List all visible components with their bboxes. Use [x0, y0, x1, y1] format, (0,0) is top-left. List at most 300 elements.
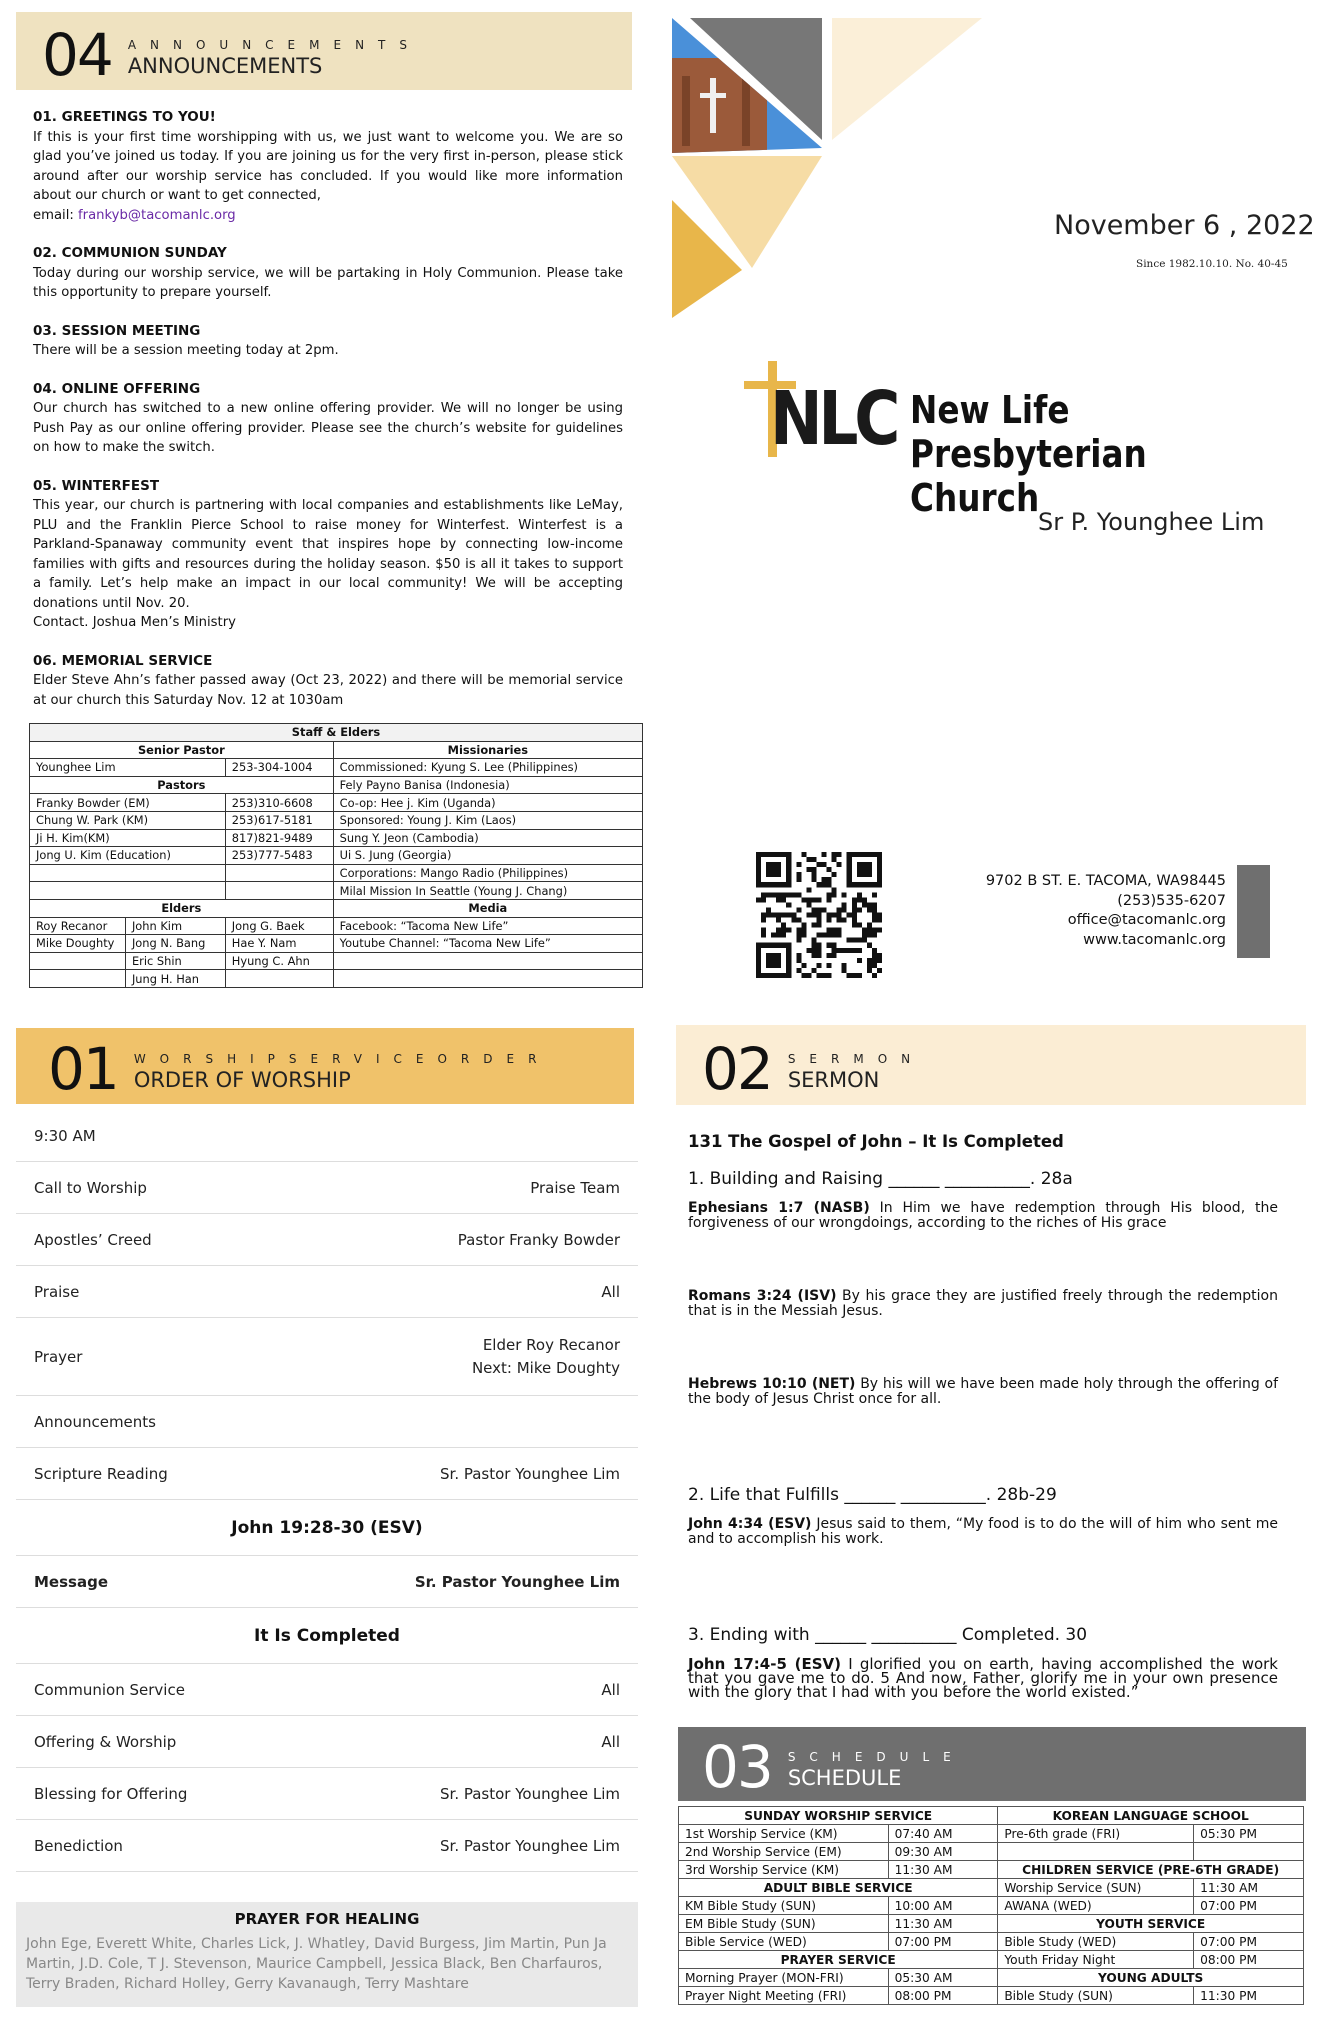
pastor-name: Jong U. Kim (Education) [30, 847, 226, 865]
schedule-row [679, 1879, 1304, 1897]
worship-leader: Sr. Pastor Younghee Lim [440, 1784, 620, 1803]
section-number: 01 [48, 1035, 118, 1103]
qr-module [816, 923, 821, 928]
qr-module [816, 933, 821, 938]
section-number: 04 [42, 21, 112, 89]
pastor-phone: 253)777-5483 [225, 847, 333, 865]
qr-module [822, 882, 827, 887]
worship-row [16, 1162, 638, 1214]
qr-module [827, 963, 832, 968]
schedule-event: Pre-6th grade (FRI) [998, 1825, 1194, 1843]
qr-module [806, 897, 811, 902]
schedule-time: 07:00 PM [1194, 1933, 1304, 1951]
qr-module [761, 892, 766, 897]
schedule-row [679, 1861, 1304, 1879]
qr-module [776, 892, 781, 897]
qr-module [781, 933, 786, 938]
qr-module [857, 897, 862, 902]
missionaries-heading: Missionaries [333, 741, 642, 759]
qr-module [801, 973, 806, 978]
worship-item: Benediction [34, 1836, 123, 1855]
qr-module [756, 897, 761, 902]
qr-module [801, 852, 806, 857]
address: 9702 B ST. E. TACOMA, WA98445 [985, 873, 1226, 889]
senior-pastor-title: Sr P. Younghee Lim [1038, 508, 1265, 536]
schedule-time: 10:00 AM [888, 1897, 998, 1915]
schedule-event [998, 1843, 1194, 1861]
schedule-heading: SUNDAY WORSHIP SERVICE [679, 1807, 998, 1825]
qr-module [791, 892, 796, 897]
pastors-heading: Pastors [30, 776, 334, 794]
qr-module [761, 933, 766, 938]
qr-module [827, 918, 832, 923]
qr-module [761, 912, 766, 917]
qr-module [827, 877, 832, 882]
announcements-header [42, 21, 421, 89]
qr-module [842, 918, 847, 923]
schedule-row [679, 1933, 1304, 1951]
schedule-event: 1st Worship Service (KM) [679, 1825, 889, 1843]
qr-finder-center [857, 862, 872, 877]
qr-module [811, 877, 816, 882]
qr-code[interactable] [756, 852, 882, 978]
announcement-body: Our church has switched to a new online offering provider. We will no longer be using Push Pay as our online offering provider. Please see the church’s website for guidelines on how to make the switch. [33, 401, 623, 455]
qr-module [832, 872, 837, 877]
qr-module [806, 902, 811, 907]
qr-module [872, 928, 877, 933]
empty-cell [30, 882, 226, 900]
schedule-row [679, 1915, 1304, 1933]
section-spaced-title: WORSHIPSERVICEORDER [133, 1052, 551, 1066]
empty-cell [225, 882, 333, 900]
schedule-rows [679, 1807, 1304, 2005]
qr-module [816, 948, 821, 953]
qr-module [827, 892, 832, 897]
qr-module [877, 958, 882, 963]
qr-module [796, 933, 801, 938]
qr-module [877, 928, 882, 933]
qr-module [832, 948, 837, 953]
sermon-point: 3. Ending with ______ __________ Completed. 30 [688, 1625, 1088, 1645]
qr-module [801, 933, 806, 938]
qr-module [842, 948, 847, 953]
qr-module [847, 938, 852, 943]
pastor-phone: 253)617-5181 [225, 811, 333, 829]
announcement-title: 05. WINTERFEST [33, 477, 160, 494]
church-name-line1: New Life [910, 388, 1070, 432]
verse-text: By his grace they are justified freely through the redemption that is in the Messiah Jesus. [688, 1288, 1278, 1319]
qr-module [872, 948, 877, 953]
qr-module [827, 897, 832, 902]
missionary: Milal Mission In Seattle (Young J. Chang) [333, 882, 642, 900]
qr-module [822, 973, 827, 978]
empty-cell [30, 864, 226, 882]
qr-module [852, 912, 857, 917]
schedule-event: Bible Study (WED) [998, 1933, 1194, 1951]
schedule-row [679, 1807, 1304, 1825]
missionary: Ui S. Jung (Georgia) [333, 847, 642, 865]
qr-module [852, 918, 857, 923]
section-number: 02 [702, 1035, 772, 1103]
qr-module [862, 938, 867, 943]
elder-name: Jung H. Han [125, 970, 225, 988]
schedule-time: 11:30 PM [1194, 1987, 1304, 2005]
qr-module [872, 953, 877, 958]
website[interactable]: www.tacomanlc.org [1083, 931, 1226, 948]
schedule-event: Worship Service (SUN) [998, 1879, 1194, 1897]
announcement-body: If this is your first time worshipping with us, we just want to welcome you. We are so glad you’ve joined us today. If you are joining us for the very first in-person, please stick around after our worship service has concluded. If you would like more information about our church or want to get connected, [33, 129, 623, 203]
contact-info [900, 872, 1226, 950]
announcements-list [33, 108, 623, 729]
media-heading: Media [333, 899, 642, 917]
elders-heading: Elders [30, 899, 334, 917]
announcement-body: Today during our worship service, we will be partaking in Holy Communion. Please take this opportunity to prepare yourself. [33, 265, 623, 300]
qr-module [811, 948, 816, 953]
qr-module [816, 953, 821, 958]
qr-module [811, 872, 816, 877]
announcement-title: 06. MEMORIAL SERVICE [33, 652, 213, 669]
verse-reference: Hebrews 10:10 (NET) [688, 1376, 856, 1392]
qr-module [822, 877, 827, 882]
prayer-for-healing [16, 1902, 638, 2007]
pastor-name: Chung W. Park (KM) [30, 811, 226, 829]
qr-module [827, 943, 832, 948]
schedule-time: 05:30 AM [888, 1969, 998, 1987]
qr-module [806, 867, 811, 872]
qr-module [781, 923, 786, 928]
qr-module [867, 907, 872, 912]
elder-name: John Kim [125, 917, 225, 935]
qr-module [776, 897, 781, 902]
section-title: ANNOUNCEMENTS [127, 54, 323, 78]
schedule-time: 08:00 PM [888, 1987, 998, 2005]
pastor-name: Franky Bowder (EM) [30, 794, 226, 812]
worship-leader: All [601, 1282, 620, 1301]
qr-module [771, 912, 776, 917]
qr-module [857, 938, 862, 943]
qr-module [832, 892, 837, 897]
schedule-table [678, 1806, 1304, 2005]
gray-accent-bar [1237, 865, 1270, 958]
qr-module [827, 933, 832, 938]
qr-module [852, 948, 857, 953]
schedule-time: 09:30 AM [888, 1843, 998, 1861]
worship-row-message [16, 1556, 638, 1608]
qr-module [832, 943, 837, 948]
worship-header [48, 1035, 551, 1103]
qr-module [811, 968, 816, 973]
worship-item: Communion Service [34, 1680, 185, 1699]
qr-module [791, 912, 796, 917]
church-logo [740, 355, 900, 465]
qr-module [862, 897, 867, 902]
church-name-line2: Presbyterian Church [910, 432, 1147, 520]
worship-row [16, 1820, 638, 1872]
qr-module [837, 918, 842, 923]
section-spaced-title: SCHEDULE [787, 1750, 965, 1764]
section-spaced-title: SERMON [787, 1052, 925, 1066]
qr-module [811, 912, 816, 917]
qr-module [852, 897, 857, 902]
verse-text: In Him we have redemption through His blood, the forgiveness of our wrongdoings, according to the riches of His grace [688, 1200, 1278, 1231]
pastor-phone: 253)310-6608 [225, 794, 333, 812]
qr-module [832, 953, 837, 958]
qr-module [766, 907, 771, 912]
qr-finder-center [766, 953, 781, 968]
qr-module [806, 948, 811, 953]
qr-module [766, 892, 771, 897]
senior-pastor-phone: 253-304-1004 [225, 759, 333, 777]
worship-leader: Pastor Franky Bowder [457, 1230, 620, 1249]
announcement-body: Elder Steve Ahn’s father passed away (Oct 23, 2022) and there will be memorial service at our church this Saturday Nov. 12 at 1030am [33, 673, 623, 708]
verse-reference: John 4:34 (ESV) [688, 1516, 812, 1532]
qr-module [842, 902, 847, 907]
missionary: Sponsored: Young J. Kim (Laos) [333, 811, 642, 829]
qr-module [867, 928, 872, 933]
staff-title: Staff & Elders [30, 724, 643, 742]
qr-module [862, 933, 867, 938]
schedule-heading: CHILDREN SERVICE (PRE-6TH GRADE) [998, 1861, 1304, 1879]
qr-module [796, 872, 801, 877]
worship-item: Blessing for Offering [34, 1784, 188, 1803]
qr-module [867, 963, 872, 968]
qr-module [837, 912, 842, 917]
qr-module [832, 928, 837, 933]
qr-module [811, 953, 816, 958]
scripture-passage: John 19:28-30 (ESV) [16, 1500, 638, 1556]
message-title: It Is Completed [16, 1608, 638, 1664]
qr-module [811, 857, 816, 862]
worship-row-prayer [16, 1318, 638, 1396]
worship-item: Offering & Worship [34, 1732, 177, 1751]
bible-verse [688, 1289, 1278, 1319]
section-title: ORDER OF WORSHIP [133, 1068, 351, 1092]
verse-text: Jesus said to them, “My food is to do the will of him who sent me and to accomplish his work. [688, 1516, 1279, 1547]
qr-module [847, 912, 852, 917]
qr-module [862, 928, 867, 933]
qr-module [761, 928, 766, 933]
schedule-event: AWANA (WED) [998, 1897, 1194, 1915]
worship-row [16, 1448, 638, 1500]
qr-module [872, 963, 877, 968]
qr-module [842, 892, 847, 897]
qr-module [816, 943, 821, 948]
schedule-time: 05:30 PM [1194, 1825, 1304, 1843]
worship-item: Call to Worship [34, 1178, 147, 1197]
qr-module [852, 973, 857, 978]
worship-leader: Sr. Pastor Younghee Lim [414, 1572, 620, 1591]
schedule-heading: PRAYER SERVICE [679, 1951, 998, 1969]
schedule-event: Bible Study (SUN) [998, 1987, 1194, 2005]
qr-module [786, 928, 791, 933]
worship-item: Scripture Reading [34, 1464, 168, 1483]
bible-verse [688, 1377, 1278, 1407]
qr-module [822, 862, 827, 867]
schedule-time: 11:30 AM [888, 1915, 998, 1933]
qr-module [867, 968, 872, 973]
announcement-item [33, 380, 623, 458]
worship-row [16, 1768, 638, 1820]
announcement-item [33, 322, 623, 361]
elder-name: Eric Shin [125, 952, 225, 970]
qr-module [837, 933, 842, 938]
worship-row [16, 1664, 638, 1716]
qr-module [796, 907, 801, 912]
worship-row [16, 1266, 638, 1318]
verse-text: By his will we have been made holy through the offering of the body of Jesus Christ once for all. [688, 1376, 1279, 1407]
qr-module [842, 968, 847, 973]
schedule-heading: YOUNG ADULTS [998, 1969, 1304, 1987]
qr-module [842, 907, 847, 912]
announcement-title: 03. SESSION MEETING [33, 322, 201, 339]
announcement-item [33, 244, 623, 303]
missionary: Fely Payno Banisa (Indonesia) [333, 776, 642, 794]
sermon-header [702, 1035, 925, 1103]
qr-module [857, 973, 862, 978]
elder-name: Mike Doughty [30, 935, 126, 953]
qr-module [776, 912, 781, 917]
qr-module [796, 938, 801, 943]
qr-module [776, 933, 781, 938]
qr-modules [756, 852, 882, 978]
qr-module [867, 943, 872, 948]
elder-name: Hyung C. Ahn [225, 952, 333, 970]
worship-leader: Praise Team [530, 1178, 620, 1197]
schedule-event: Prayer Night Meeting (FRI) [679, 1987, 889, 2005]
verse-reference: John 17:4-5 (ESV) [688, 1655, 841, 1673]
qr-module [847, 948, 852, 953]
schedule-event: 2nd Worship Service (EM) [679, 1843, 889, 1861]
qr-module [781, 928, 786, 933]
section-spaced-title: ANNOUNCEMENTS [127, 38, 421, 52]
schedule-time: 07:00 PM [1194, 1897, 1304, 1915]
qr-module [872, 907, 877, 912]
schedule-row [679, 1897, 1304, 1915]
qr-module [832, 857, 837, 862]
worship-item: Prayer [34, 1347, 83, 1366]
qr-module [796, 953, 801, 958]
qr-module [827, 912, 832, 917]
qr-module [781, 897, 786, 902]
schedule-event: Youth Friday Night [998, 1951, 1194, 1969]
qr-module [877, 912, 882, 917]
qr-module [806, 887, 811, 892]
worship-time-text: 9:30 AM [34, 1126, 96, 1145]
sermon-title: 131 The Gospel of John – It Is Completed [688, 1132, 1064, 1151]
schedule-event: EM Bible Study (SUN) [679, 1915, 889, 1933]
empty-cell [333, 952, 642, 970]
worship-row [16, 1214, 638, 1266]
schedule-time: 11:30 AM [888, 1861, 998, 1879]
qr-module [852, 902, 857, 907]
qr-module [801, 923, 806, 928]
qr-module [857, 923, 862, 928]
qr-module [827, 953, 832, 958]
qr-module [877, 953, 882, 958]
qr-module [796, 892, 801, 897]
senior-pastor-heading: Senior Pastor [30, 741, 334, 759]
schedule-event: Bible Service (WED) [679, 1933, 889, 1951]
bulletin-since: Since 1982.10.10. No. 40-45 [1136, 258, 1288, 270]
qr-module [781, 892, 786, 897]
schedule-row [679, 1825, 1304, 1843]
worship-item: Announcements [34, 1412, 156, 1431]
qr-module [872, 912, 877, 917]
phone: (253)535-6207 [1117, 892, 1226, 909]
qr-module [872, 918, 877, 923]
sermon-notes [688, 1132, 1278, 1699]
missionary: Commissioned: Kyung S. Lee (Philippines) [333, 759, 642, 777]
qr-module [832, 912, 837, 917]
qr-module [816, 918, 821, 923]
qr-module [801, 897, 806, 902]
worship-row [16, 1716, 638, 1768]
senior-pastor-name: Younghee Lim [30, 759, 226, 777]
qr-module [832, 933, 837, 938]
prayer-names: John Ege, Everett White, Charles Lick, J. Whatley, David Burgess, Jim Martin, Pun Ja Martin, J.D. Cole, T J. Stevenson, Maurice Campbell, Jessica Black, Ben Charfauros, Terry Braden, Richard Holley, Gerry Kavanaugh, Terry Mashtare [26, 1936, 607, 1992]
sermon-point: 1. Building and Raising ______ __________. 28a [688, 1169, 1073, 1189]
qr-module [877, 968, 882, 973]
worship-item: Apostles’ Creed [34, 1230, 152, 1249]
media-item: Youtube Channel: “Tacoma New Life” [333, 935, 642, 953]
qr-module [781, 912, 786, 917]
qr-module [811, 907, 816, 912]
qr-module [872, 958, 877, 963]
qr-module [852, 907, 857, 912]
staff-table [29, 723, 643, 988]
qr-finder-center [766, 862, 781, 877]
media-item: Facebook: “Tacoma New Life” [333, 917, 642, 935]
qr-module [827, 882, 832, 887]
schedule-heading: ADULT BIBLE SERVICE [679, 1879, 998, 1897]
section-number: 03 [702, 1733, 772, 1801]
qr-module [761, 918, 766, 923]
bible-verse [688, 1657, 1278, 1699]
qr-module [872, 973, 877, 978]
email-link[interactable]: frankyb@tacomanlc.org [78, 207, 236, 223]
qr-module [842, 963, 847, 968]
announcement-title: 04. ONLINE OFFERING [33, 380, 201, 397]
worship-leader: All [601, 1732, 620, 1751]
schedule-event: 3rd Worship Service (KM) [679, 1861, 889, 1879]
qr-module [786, 902, 791, 907]
email-label: email: [33, 207, 79, 223]
qr-module [857, 907, 862, 912]
qr-module [872, 892, 877, 897]
qr-module [811, 938, 816, 943]
qr-module [816, 963, 821, 968]
pale-triangle [832, 18, 982, 140]
qr-module [796, 877, 801, 882]
schedule-row [679, 1987, 1304, 2005]
qr-module [806, 912, 811, 917]
qr-module [806, 973, 811, 978]
elder-name: Hae Y. Nam [225, 935, 333, 953]
elder-name: Jong N. Bang [125, 935, 225, 953]
worship-item: Message [34, 1572, 108, 1591]
announcement-title: 01. GREETINGS TO YOU! [33, 109, 216, 125]
qr-module [857, 892, 862, 897]
missionary: Co-op: Hee j. Kim (Uganda) [333, 794, 642, 812]
logo-text: NLC [770, 376, 897, 462]
announcement-item [33, 477, 623, 633]
announcement-item [33, 108, 623, 225]
qr-module [867, 933, 872, 938]
bible-verse [688, 1517, 1278, 1547]
announcement-body: This year, our church is partnering with local companies and establishments like LeMay, PLU and the Franklin Pierce School to raise money for Winterfest. Winterfest is a Parkland-Spanaway community event that inspires hope by connecting low-income families with gifts and resources during the holiday season. $50 is all it takes to support a family. Let’s help make an impact in our local community! We will be accepting donations until Nov. 20. [33, 498, 623, 611]
prayer-title: PRAYER FOR HEALING [234, 1910, 420, 1928]
email[interactable]: office@tacomanlc.org [1067, 912, 1226, 929]
